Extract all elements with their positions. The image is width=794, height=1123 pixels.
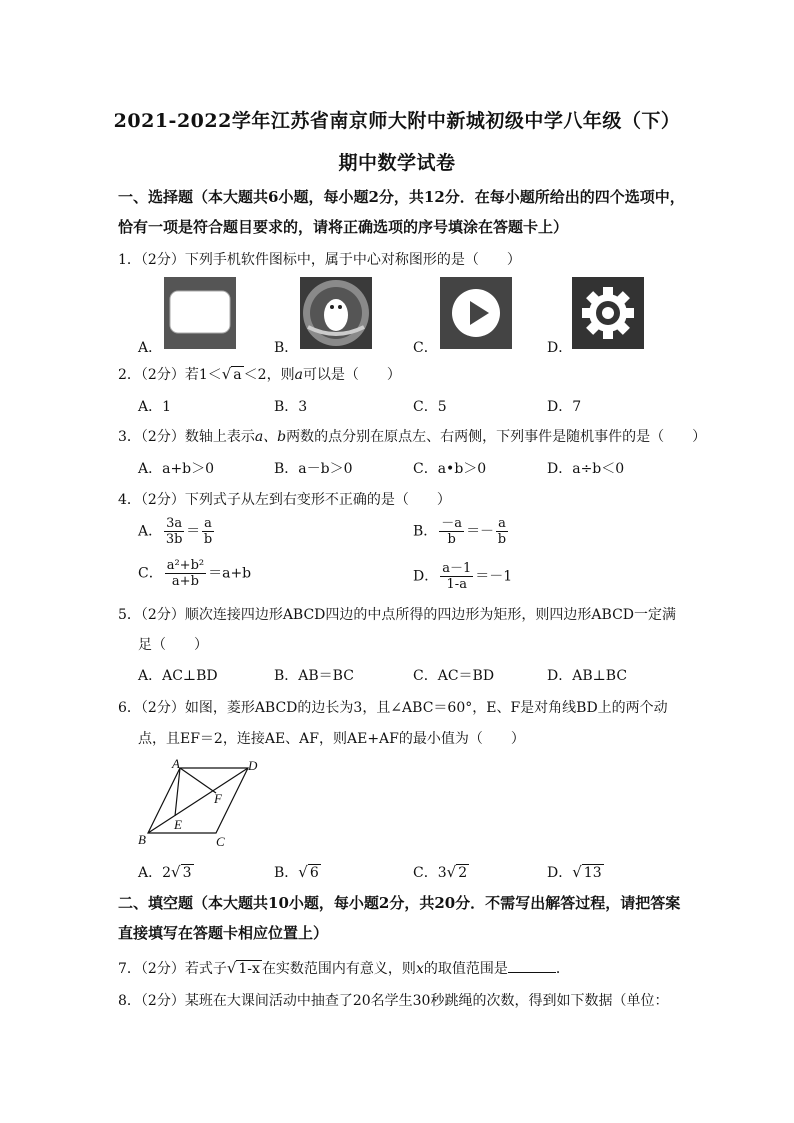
fraction [202,516,214,547]
denominator: a+b [171,574,199,589]
sqrt-expression: √ a [221,365,242,383]
question-2-option-a: A．1 [138,399,172,415]
question-3-option-d: D．a÷b＜0 [547,461,625,477]
question-1-option-b: B． [274,340,299,356]
variables: a、b [254,429,287,445]
question-1-option-a: A． [138,340,163,356]
gear-app-icon [572,277,644,353]
exam-title-line2: 期中数学试卷 [338,152,456,174]
question-1-option-d: D． [547,340,573,356]
option-label: B． [274,865,299,881]
question-2-option-d: D．7 [547,399,582,415]
question-3-option-a: A．a+b＞0 [138,461,215,477]
fraction [439,516,464,547]
question-6-option-b [274,862,321,882]
rounded-rect-app-icon [164,277,236,353]
fraction [440,561,473,592]
question-4-option-c [138,558,251,589]
option-label: A． [138,523,163,540]
radicand: 6 [309,865,319,881]
label-b: B [138,832,146,847]
denominator: 3b [165,532,183,547]
question-3-stem-b: 两数的点分别在原点左、右两侧，下列事件是随机事件的是（ ） [286,429,707,445]
question-4-option-a [138,516,216,547]
segment-af [180,768,216,793]
label-f: F [214,791,222,806]
question-6-option-d [547,862,604,882]
question-2-option-c: C．5 [413,399,447,415]
question-4-option-d [413,561,512,592]
question-1-stem: 1．（2分）下列手机软件图标中，属于中心对称图形的是（ ） [118,252,521,268]
equals: ＝ [186,523,201,540]
denominator: b [447,532,456,547]
option-label: C．3 [413,865,447,881]
question-5-option-d: D．AB⊥BC [547,668,628,684]
question-4-stem: 4．（2分）下列式子从左到右变形不正确的是（ ） [118,492,451,508]
question-5-option-c: C．AC＝BD [413,668,495,684]
option-label: B． [413,523,438,540]
question-3-stem-a: 3．（2分）数轴上表示 [118,429,255,445]
variable: a [294,367,303,383]
question-6-option-c [413,862,469,882]
radicand: 13 [583,865,602,881]
radicand: 2 [458,865,468,881]
numerator: a－1 [442,561,472,576]
numerator: a [498,516,506,531]
radicand: 1-x [238,961,260,977]
sqrt-expression: √ 2 [446,863,468,881]
question-2-suffix-a: ＜2，则 [243,367,295,383]
radicand: a [233,367,242,383]
play-app-icon [440,277,512,353]
section2-heading: 二、填空题（本大题共10小题，每小题2分，共20分．不需写出解答过程，请把答案直接填写在答题卡相应位置上） [118,894,681,942]
option-label: D． [547,865,573,881]
numerator: a [204,516,212,531]
label-c: C [216,834,225,849]
question-3-stem [118,426,706,446]
question-7-end: ． [555,961,570,977]
fraction [165,558,206,589]
question-7-suffix-a: 在实数范围内有意义，则 [261,961,416,977]
question-6-option-a [138,862,194,882]
fraction [164,516,184,547]
equals-expression: ＝－1 [475,568,513,585]
sqrt-expression: √ 13 [572,863,602,881]
numerator: 3a [166,516,183,531]
question-3-option-c: C．a•b＞0 [413,461,487,477]
numerator: －a [441,516,463,531]
option-label: C． [138,565,163,582]
question-5-line2: 足（ ） [138,637,208,653]
exam-title-line1: 2021-2022学年江苏省南京师大附中新城初级中学八年级（下） [113,110,681,132]
question-5-option-a: A．AC⊥BD [138,668,218,684]
question-6-line1: 6．（2分）如图，菱形ABCD的边长为3，且∠ABC＝60°，E、F是对角线BD上的两个动 [118,700,668,716]
equals-expression: ＝a+b [208,565,252,582]
section1-heading: 一、选择题（本大题共6小题，每小题2分，共12分．在每小题所给出的四个选项中，恰有一项是符合题目要求的，请将正确选项的序号填涂在答题卡上） [118,188,685,236]
equals: ＝－ [466,523,495,540]
question-5-line1: 5．（2分）顺次连接四边形ABCD四边的中点所得的四边形为矩形，则四边形ABCD一定满 [118,607,677,623]
numerator: a²+b² [166,558,205,573]
sqrt-expression: √ 1-x [226,959,260,977]
sqrt-expression: √ 6 [298,863,319,881]
question-2-suffix-b: 可以是（ ） [302,367,401,383]
label-e: E [174,817,182,832]
question-3-option-b: B．a－b＞0 [274,461,353,477]
label-d: D [248,758,258,773]
answer-blank [508,960,556,973]
rhombus-figure [130,756,270,854]
question-2-prefix: 2．（2分）若1＜ [118,367,222,383]
denominator: 1-a [446,577,467,592]
question-7-stem [118,958,570,978]
option-label: A．2 [138,865,172,881]
question-4-option-b [413,516,510,547]
segment-ae [175,768,180,816]
radicand: 3 [182,865,192,881]
option-label: D． [413,568,439,585]
question-2-stem [118,364,401,384]
denominator: b [497,532,507,547]
denominator: b [203,532,213,547]
label-a: A [172,756,180,771]
question-2-option-b: B．3 [274,399,308,415]
variable: x [415,961,424,977]
diagonal-bd [148,768,248,833]
question-7-suffix-b: 的取值范围是 [423,961,508,977]
penguin-app-icon [300,277,372,353]
sqrt-expression: √ 3 [171,863,192,881]
question-6-line2: 点，且EF＝2，连接AE、AF，则AE+AF的最小值为（ ） [138,731,525,747]
question-5-option-b: B．AB＝BC [274,668,354,684]
question-7-prefix: 7．（2分）若式子 [118,961,227,977]
question-8-stem: 8．（2分）某班在大课间活动中抽查了20名学生30秒跳绳的次数，得到如下数据（单位： [118,993,669,1009]
fraction [496,516,508,547]
question-1-option-c: C． [413,340,438,356]
